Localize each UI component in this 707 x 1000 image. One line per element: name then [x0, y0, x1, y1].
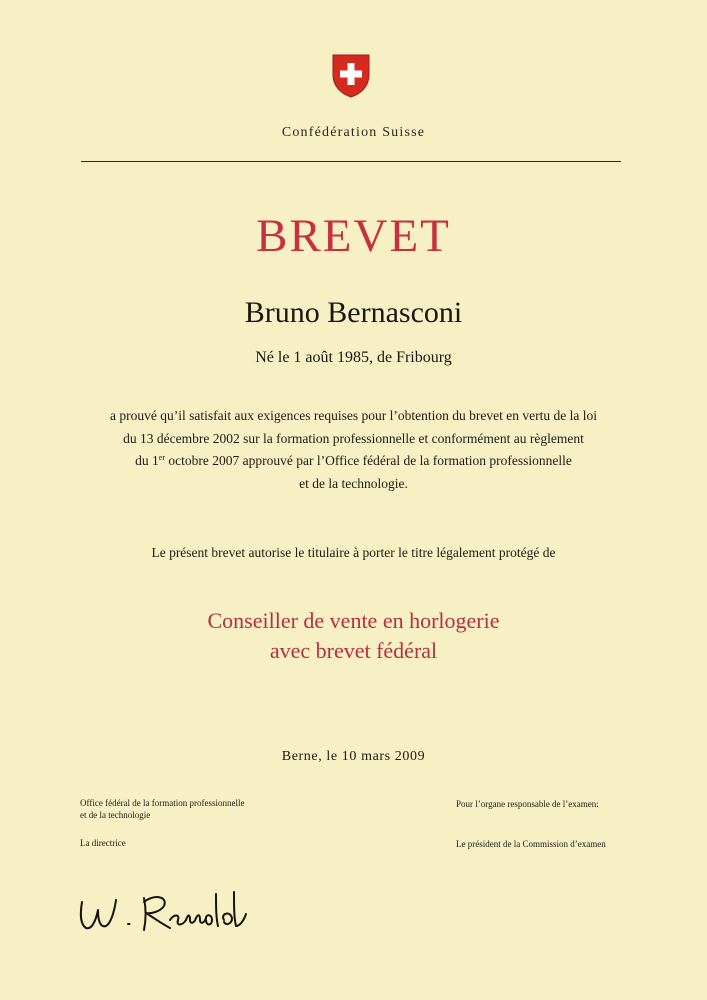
swiss-coat-of-arms-icon [330, 53, 372, 99]
birth-info: Né le 1 août 1985, de Fribourg [255, 349, 452, 366]
handwritten-signature [70, 880, 270, 940]
right-signatory-role: Le président de la Commission d’examen [456, 839, 606, 849]
professional-title-line-2: avec brevet fédéral [269, 638, 438, 663]
body-line-1: a prouvé qu’il satisfait aux exigences requises pour l’obtention du brevet en vertu de la loi [110, 408, 597, 423]
body-line-4: et de la technologie. [299, 475, 408, 491]
professional-title [0, 606, 707, 666]
place-and-date: Berne, le 10 mars 2009 [281, 749, 426, 764]
professional-title-line-1: Conseiller de vente en horlogerie [207, 608, 500, 633]
left-signatory-office [80, 797, 300, 821]
holder-name: Bruno Bernasconi [244, 296, 463, 329]
left-office-line-1: Office fédéral de la formation professionnelle [80, 798, 245, 808]
body-line-2: du 13 décembre 2002 sur la formation professionnelle et conformément au règlement [123, 430, 584, 446]
ordinal-superscript: er [158, 453, 165, 462]
left-signatory-role: La directrice [80, 838, 126, 848]
right-signatory-office: Pour l’organe responsable de l’examen: [456, 799, 599, 809]
header-divider [81, 161, 621, 162]
authorization-statement: Le présent brevet autorise le titulaire à porter le titre légalement protégé de [151, 545, 556, 560]
body-line-3 [80, 450, 627, 473]
certificate-body-text [80, 405, 627, 495]
body-line-3-start: du 1 [135, 453, 159, 468]
document-type-heading: BREVET [256, 210, 451, 262]
confederation-label: Confédération Suisse [281, 125, 426, 140]
left-office-line-2: et de la technologie [80, 810, 151, 820]
body-line-3-end: octobre 2007 approuvé par l’Office fédéral de la formation professionnelle [165, 453, 572, 468]
